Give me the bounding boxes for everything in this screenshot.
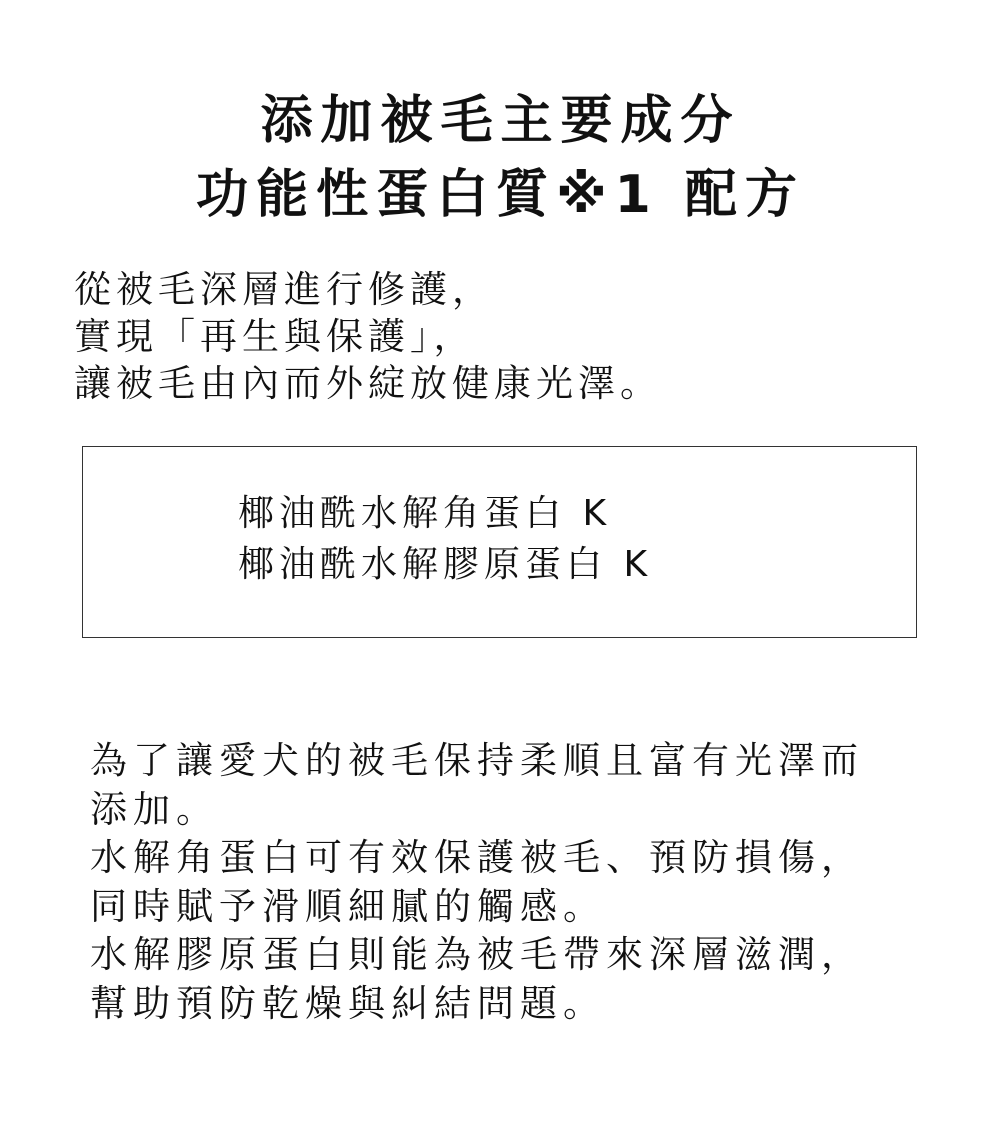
description-line-2: 添加。	[90, 787, 219, 831]
description-line-5: 水解膠原蛋白則能為被毛帶來深層滋潤，	[90, 933, 864, 976]
page-title	[0, 84, 1001, 232]
description-line-3: 水解角蛋白可有效保護被毛、預防損傷，	[90, 836, 864, 879]
title-line-2: 功能性蛋白質※1 配方	[196, 165, 805, 225]
ingredient-item-2: 椰油酰水解膠原蛋白 K	[238, 544, 653, 585]
description-line-4: 同時賦予滑順細膩的觸感。	[90, 884, 606, 928]
title-line-1: 添加被毛主要成分	[260, 91, 741, 151]
description-paragraph	[90, 737, 864, 1028]
ingredients-list	[238, 488, 652, 590]
intro-line-2: 實現「再生與保護」，	[74, 315, 476, 358]
description-line-1: 為了讓愛犬的被毛保持柔順且富有光澤而	[90, 739, 864, 782]
ingredients-box	[82, 446, 917, 638]
intro-line-1: 從被毛深層進行修護，	[74, 268, 494, 311]
ingredient-item-1: 椰油酰水解角蛋白 K	[238, 493, 612, 534]
intro-paragraph	[74, 266, 662, 407]
intro-line-3: 讓被毛由內而外綻放健康光澤。	[74, 362, 662, 405]
description-line-6: 幫助預防乾燥與糾結問題。	[90, 981, 606, 1025]
